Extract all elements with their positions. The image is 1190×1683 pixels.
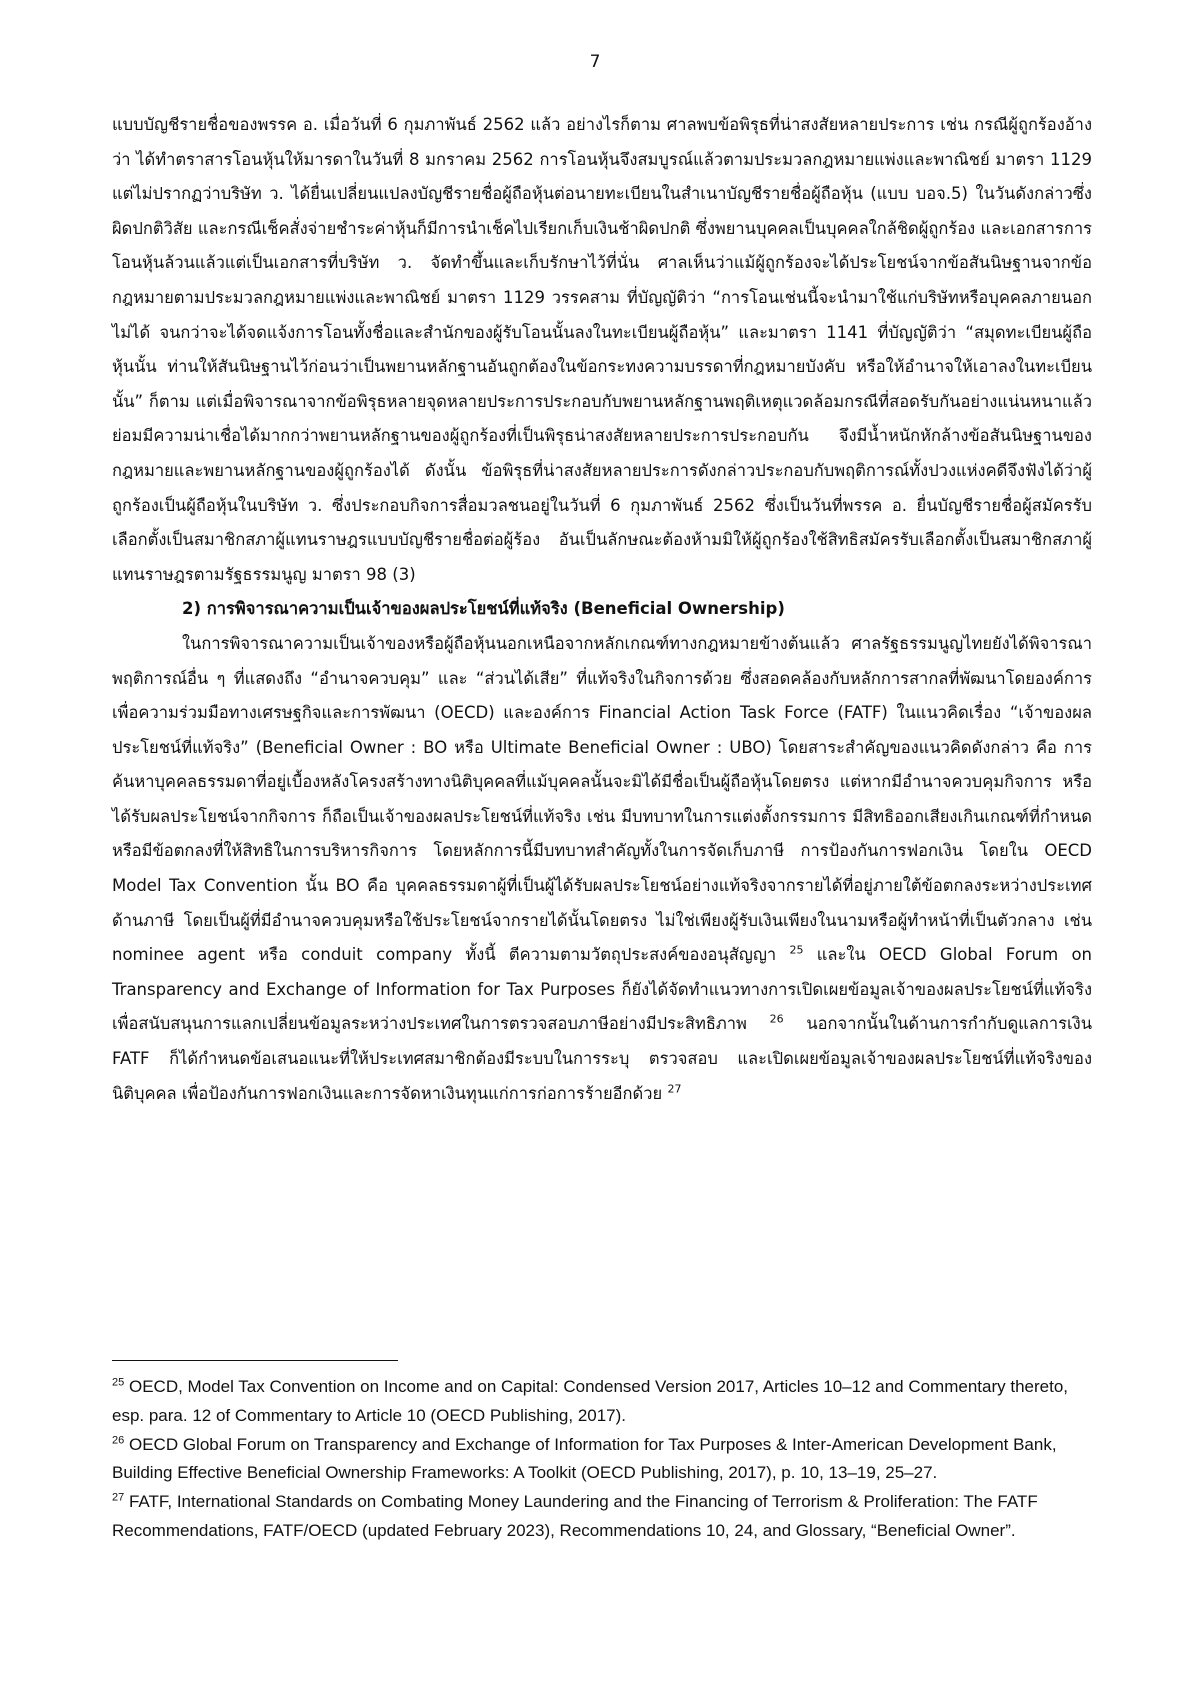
paragraph-2-part-2: และใน OECD Global Forum on Transparency and Exchange of Information for Tax Purposes ก็ยังได้จัดทำแนวทางการเปิดเผยข้อมูลเจ้าของผลประโยชน์ที่แท้จริง เพื่อสนับสนุนการแลกเปลี่ยนข้อมูลระหว่างประเทศในการตรวจสอบภาษีอย่างมีประสิทธิภาพ (112, 945, 1093, 1034)
paragraph-1: แบบบัญชีรายชื่อของพรรค อ. เมื่อวันที่ 6 กุมภาพันธ์ 2562 แล้ว อย่างไรก็ตาม ศาลพบข้อพิรุธที่น่าสงสัยหลายประการ เช่น กรณีผู้ถูกร้องอ้างว่า ได้ทำตราสารโอนหุ้นให้มารดาในวันที่ 8 มกราคม 2562 การโอนหุ้นจึงสมบูรณ์แล้วตามประมวลกฎหมายแพ่งและพาณิชย์ มาตรา 1129 แต่ไม่ปรากฏว่าบริษัท ว. ได้ยื่นเปลี่ยนแปลงบัญชีรายชื่อผู้ถือหุ้นต่อนายทะเบียนในสำเนาบัญชีรายชื่อผู้ถือหุ้น (แบบ บอจ.5) ในวันดังกล่าวซึ่งผิดปกติวิสัย และกรณีเช็คสั่งจ่ายชำระค่าหุ้นก็มีการนำเช็คไปเรียกเก็บเงินช้าผิดปกติ ซึ่งพยานบุคคลเป็นบุคคลใกล้ชิดผู้ถูกร้อง และเอกสารการโอนหุ้นล้วนแล้วแต่เป็นเอกสารที่บริษัท ว. จัดทำขึ้นและเก็บรักษาไว้ที่นั่น ศาลเห็นว่าแม้ผู้ถูกร้องจะได้ประโยชน์จากข้อสันนิษฐานจากข้อกฎหมายตามประมวลกฎหมายแพ่งและพาณิชย์ มาตรา 1129 วรรคสาม ที่บัญญัติว่า “การโอนเช่นนี้จะนำมาใช้แก่บริษัทหรือบุคคลภายนอกไม่ได้ จนกว่าจะได้จดแจ้งการโอนทั้งชื่อและสำนักของผู้รับโอนนั้นลงในทะเบียนผู้ถือหุ้น” และมาตรา 1141 ที่บัญญัติว่า “สมุดทะเบียนผู้ถือหุ้นนั้น ท่านให้สันนิษฐานไว้ก่อนว่าเป็นพยานหลักฐานอันถูกต้องในข้อกระทงความบรรดาที่กฎหมายบังคับ หรือให้อำนาจให้เอาลงในทะเบียนนั้น” ก็ตาม แต่เมื่อพิจารณาจากข้อพิรุธหลายจุดหลายประการประกอบกับพยานหลักฐานพฤติเหตุแวดล้อมกรณีที่สอดรับกันอย่างแน่นหนาแล้ว ย่อมมีความน่าเชื่อได้มากกว่าพยานหลักฐานของผู้ถูกร้องที่เป็นพิรุธน่าสงสัยหลายประการประกอบกัน จึงมีน้ำหนักหักล้างข้อสันนิษฐานของกฎหมายและพยานหลักฐานของผู้ถูกร้องได้ ดังนั้น ข้อพิรุธที่น่าสงสัยหลายประการดังกล่าวประกอบกับพฤติการณ์ทั้งปวงแห่งคดีจึงฟังได้ว่าผู้ถูกร้องเป็นผู้ถือหุ้นในบริษัท ว. ซึ่งประกอบกิจการสื่อมวลชนอยู่ในวันที่ 6 กุมภาพันธ์ 2562 ซึ่งเป็นวันที่พรรค อ. ยื่นบัญชีรายชื่อผู้สมัครรับเลือกตั้งเป็นสมาชิกสภาผู้แทนราษฎรแบบบัญชีรายชื่อต่อผู้ร้อง อันเป็นลักษณะต้องห้ามมิให้ผู้ถูกร้องใช้สิทธิสมัครรับเลือกตั้งเป็นสมาชิกสภาผู้แทนราษฎรตามรัฐธรรมนูญ มาตรา 98 (3) (112, 115, 1092, 584)
footnote-mark: 27 (112, 1491, 125, 1504)
footnote-text: OECD, Model Tax Convention on Income and on Capital: Condensed Version 2017, Articles 10–12 and Commentary thereto, esp. para. 12 of Commentary to Article 10 (OECD Publishing, 2017). (112, 1377, 1069, 1425)
section-heading: 2) การพิจารณาความเป็นเจ้าของผลประโยชน์ที่แท้จริง (Beneficial Ownership) (182, 599, 785, 619)
body-text (112, 108, 1092, 1111)
footnote-mark: 25 (112, 1376, 125, 1389)
footnote-26 (112, 1431, 1092, 1489)
footnote-27 (112, 1488, 1092, 1546)
footnote-ref-27[interactable]: 27 (667, 1082, 682, 1096)
footnote-ref-25[interactable]: 25 (789, 943, 804, 957)
paragraph-2-part-1: ในการพิจารณาความเป็นเจ้าของหรือผู้ถือหุ้นนอกเหนือจากหลักเกณฑ์ทางกฎหมายข้างต้นแล้ว ศาลรัฐธรรมนูญไทยยังได้พิจารณาพฤติการณ์อื่น ๆ ที่แสดงถึง “อำนาจควบคุม” และ “ส่วนได้เสีย” ที่แท้จริงในกิจการด้วย ซึ่งสอดคล้องกับหลักการสากลที่พัฒนาโดยองค์การเพื่อความร่วมมือทางเศรษฐกิจและการพัฒนา (OECD) และองค์การ Financial Action Task Force (FATF) ในแนวคิดเรื่อง “เจ้าของผลประโยชน์ที่แท้จริง” (Beneficial Owner : BO หรือ Ultimate Beneficial Owner : UBO) โดยสาระสำคัญของแนวคิดดังกล่าว คือ การค้นหาบุคคลธรรมดาที่อยู่เบื้องหลังโครงสร้างทางนิติบุคคลที่แม้บุคคลนั้นจะมิได้มีชื่อเป็นผู้ถือหุ้นโดยตรง แต่หากมีอำนาจควบคุมกิจการ หรือได้รับผลประโยชน์จากกิจการ ก็ถือเป็นเจ้าของผลประโยชน์ที่แท้จริง เช่น มีบทบาทในการแต่งตั้งกรรมการ มีสิทธิออกเสียงเกินเกณฑ์ที่กำหนด หรือมีข้อตกลงที่ให้สิทธิในการบริหารกิจการ โดยหลักการนี้มีบทบาทสำคัญทั้งในการจัดเก็บภาษี การป้องกันการฟอกเงิน โดยใน OECD Model Tax Convention นั้น BO คือ บุคคลธรรมดาผู้ที่เป็นผู้ได้รับผลประโยชน์อย่างแท้จริงจากรายได้ที่อยู่ภายใต้ข้อตกลงระหว่างประเทศด้านภาษี โดยเป็นผู้ที่มีอำนาจควบคุมหรือใช้ประโยชน์จากรายได้นั้นโดยตรง ไม่ใช่เพียงผู้รับเงินเพียงในนามหรือผู้ทำหน้าที่เป็นตัวกลาง เช่น nominee agent หรือ conduit company ทั้งนี้ ตีความตามวัตถุประสงค์ของอนุสัญญา (112, 633, 1092, 965)
footnotes (112, 1373, 1092, 1546)
paragraph-2 (112, 627, 1092, 1111)
footnote-25 (112, 1373, 1092, 1431)
paragraph-2-part-3: นอกจากนั้นในด้านการกำกับดูแลการเงิน FATF ก็ได้กำหนดข้อเสนอแนะที่ให้ประเทศสมาชิกต้องมีระบบในการระบุ ตรวจสอบ และเปิดเผยข้อมูลเจ้าของผลประโยชน์ที่แท้จริงของนิติบุคคล เพื่อป้องกันการฟอกเงินและการจัดหาเงินทุนแก่การก่อการร้ายอีกด้วย (112, 1014, 1092, 1103)
footnote-text: OECD Global Forum on Transparency and Exchange of Information for Tax Purposes & Inter-American Development Bank, Building Effective Beneficial Ownership Frameworks: A Toolkit (OECD Publishing, 2017), p. 10, 13–19, 25–27. (112, 1434, 1057, 1483)
footnote-mark: 26 (112, 1433, 125, 1446)
footnote-divider (112, 1360, 398, 1361)
footnote-text: FATF, International Standards on Combating Money Laundering and the Financing of Terrorism & Proliferation: The FATF Recommendations, FATF/OECD (updated February 2023), Recommendations 10, 24, and Glossary, “Beneficial Owner”. (112, 1492, 1038, 1540)
footnote-ref-26[interactable]: 26 (769, 1012, 784, 1026)
page-number: 7 (589, 52, 601, 72)
